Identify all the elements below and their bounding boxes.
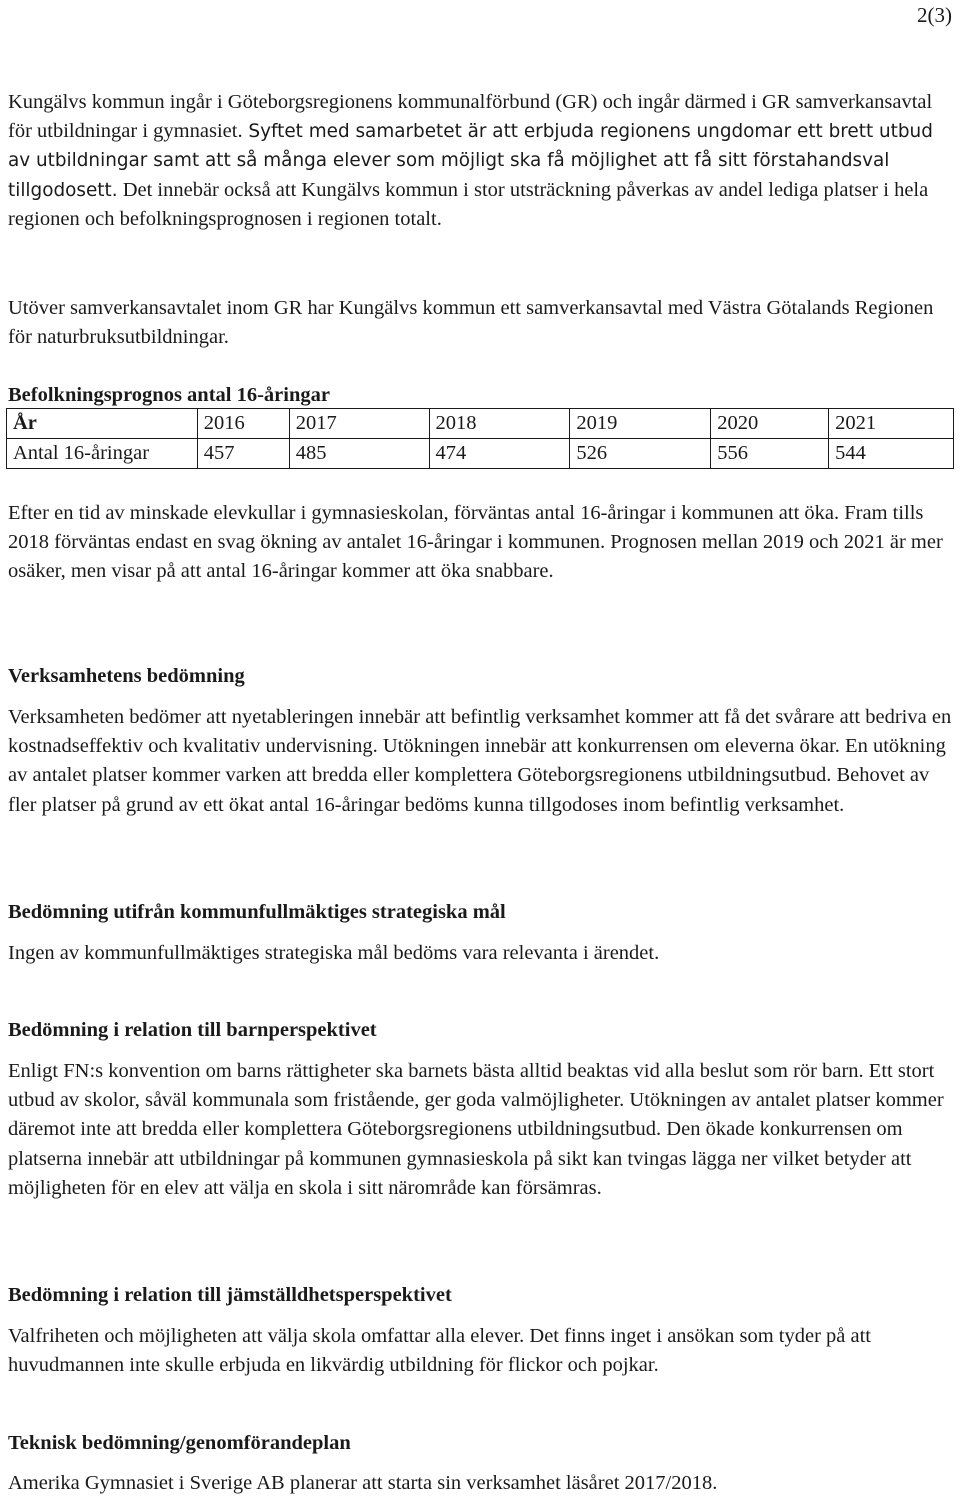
- data-cell: 457: [197, 439, 289, 469]
- agreement-paragraph: Utöver samverkansavtalet inom GR har Kungälvs kommun ett samverkansavtal med Västra Götalands Regionen för naturbruksutbildningar.: [8, 297, 934, 349]
- section-text: Amerika Gymnasiet i Sverige AB planerar att starta sin verksamhet läsåret 2017/2018.: [8, 1472, 718, 1494]
- intro-text-part1: Kungälvs kommun ingår i Göteborgsregionens kommunalförbund (GR) och ingår därmed i GR samverkansavtal för utbildningar i gymnasiet.: [8, 91, 933, 143]
- data-cell: 474: [429, 439, 570, 469]
- forecast-title: Befolkningsprognos antal 16-åringar: [8, 384, 330, 406]
- forecast-header-row: [7, 409, 954, 439]
- section-heading: Teknisk bedömning/genomförandeplan: [8, 1432, 351, 1454]
- section-heading: Bedömning i relation till jämställdhetsperspektivet: [8, 1284, 452, 1306]
- header-cell: 2019: [570, 409, 711, 439]
- header-cell: 2017: [289, 409, 429, 439]
- header-cell: 2018: [429, 409, 570, 439]
- section-heading: Bedömning utifrån kommunfullmäktiges strategiska mål: [8, 901, 506, 923]
- section-heading: Verksamhetens bedömning: [8, 665, 245, 687]
- forecast-data-row: [7, 439, 954, 469]
- section-text: Verksamheten bedömer att nyetableringen innebär att befintlig verksamhet kommer att få det svårare att bedriva en kostnadseffektiv och kvalitativ undervisning. Utökningen innebär att konkurrensen om eleverna ökar. En utökning av antalet platser kommer varken att bredda eller komplettera Göteborgsregionens utbildningsutbud. Behovet av fler platser på grund av ett ökat antal 16-åringar bedöms kunna tillgodoses inom befintlig verksamhet.: [8, 706, 952, 816]
- section-text: Ingen av kommunfullmäktiges strategiska mål bedöms vara relevanta i ärendet.: [8, 942, 660, 964]
- row-label: Antal 16-åringar: [7, 439, 198, 469]
- section-text: Enligt FN:s konvention om barns rättigheter ska barnets bästa alltid beaktas vid alla beslut som rör barn. Ett stort utbud av skolor, såväl kommunala som fristående, ger goda valmöjligheter. Utökningen av antalet platser kommer däremot inte att bredda eller komplettera Göteborgsregionens utbildningsutbud. Den ökade konkurrensen om platserna innebär att utbildningar på kommunen gymnasieskola på sikt kan tvingas lägga ner vilket betyder att möjligheten för en elev att välja en skola i sitt närområde kan försämras.: [8, 1060, 944, 1199]
- section-heading: Bedömning i relation till barnperspektivet: [8, 1019, 377, 1041]
- forecast-table: [6, 408, 954, 469]
- intro-text-part2: Syftet med samarbetet är att erbjuda regionens ungdomar ett brett utbud av utbildningar samt att så många elever som möjligt ska få möjlighet att få sitt förstahandsval tillgodosett.: [8, 121, 933, 201]
- forecast-paragraph: Efter en tid av minskade elevkullar i gymnasieskolan, förväntas antal 16-åringar i kommunen att öka. Fram tills 2018 förväntas endast en svag ökning av antalet 16-åringar i kommunen. Prognosen mellan 2019 och 2021 är mer osäker, men visar på att antal 16-åringar kommer att öka snabbare.: [8, 502, 943, 583]
- data-cell: 485: [289, 439, 429, 469]
- data-cell: 556: [711, 439, 829, 469]
- header-cell: 2020: [711, 409, 829, 439]
- intro-text-part3: Det innebär också att Kungälvs kommun i stor utsträckning påverkas av andel lediga platser i hela regionen och befolkningsprognosen i regionen totalt.: [8, 178, 929, 230]
- header-cell: 2016: [197, 409, 289, 439]
- section-text: Valfriheten och möjligheten att välja skola omfattar alla elever. Det finns inget i ansökan som tyder på att huvudmannen inte skulle erbjuda en likvärdig utbildning för flickor och pojkar.: [8, 1325, 872, 1377]
- header-cell: 2021: [829, 409, 954, 439]
- header-cell-year: År: [7, 409, 198, 439]
- intro-paragraph: [8, 88, 952, 234]
- page-number: 2(3): [917, 3, 952, 27]
- data-cell: 544: [829, 439, 954, 469]
- data-cell: 526: [570, 439, 711, 469]
